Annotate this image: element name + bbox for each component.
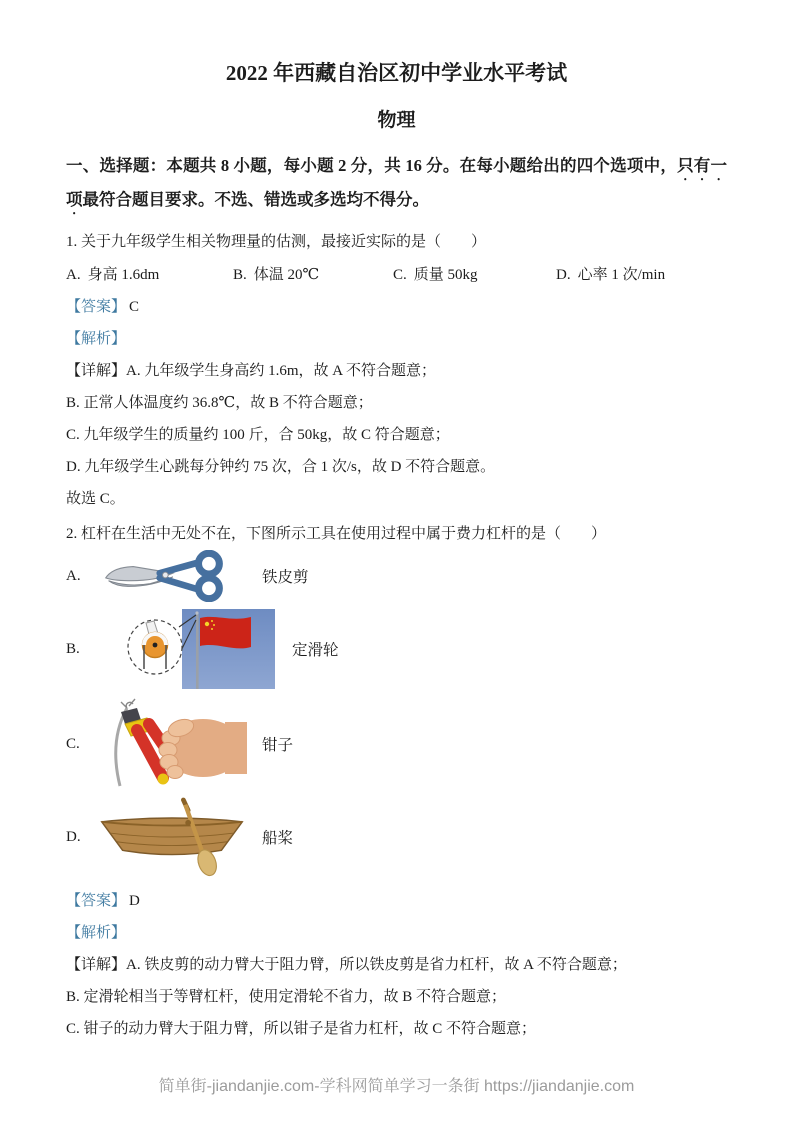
q2-option-c-caption: 钳子 [262, 737, 294, 754]
fixed-pulley-image [126, 607, 278, 691]
q1-option-a-label: A. [66, 267, 81, 283]
q2-option-a [66, 550, 727, 602]
q1-option-d-label: D. [556, 267, 571, 283]
q2-analysis-tag: 【解析】 [66, 925, 127, 941]
q1-option-b-text: 体温 20℃ [253, 267, 320, 283]
pliers-icon [97, 696, 247, 792]
fixed-pulley-icon [127, 607, 277, 691]
q1-analysis-tag: 【解析】 [66, 331, 127, 347]
q1-option-c-label: C. [393, 267, 407, 283]
q1-option-c-text: 质量 50kg [413, 267, 478, 283]
q1-detail-b: B. 正常人体温度约 36.8℃，故 B 不符合题意； [66, 395, 373, 411]
q1-option-a [66, 265, 233, 286]
q1-option-d [556, 265, 665, 286]
q2-option-a-label: A. [66, 567, 81, 584]
q1-options-row [66, 265, 727, 286]
q1-answer-line [66, 297, 727, 318]
q1-conclusion: 故选 C。 [66, 491, 125, 507]
q2-option-c [66, 696, 727, 792]
q1-option-c [393, 265, 556, 286]
q2-stem: 2. 杠杆在生活中无处不在，下图所示工具在使用过程中属于费力杠杆的是（ ） [66, 526, 607, 542]
section-header-emphasized: 只有一项 [66, 156, 728, 209]
q1-option-b-label: B. [233, 267, 247, 283]
q2-option-d [66, 797, 727, 877]
q2-option-d-caption: 船桨 [262, 830, 294, 847]
q1-option-d-text: 心率 1 次/min [577, 267, 666, 283]
q2-answer-line [66, 891, 727, 912]
footer-watermark: 简单街-jiandanjie.com-学科网简单学习一条街 https://jiandanjie.com [158, 1078, 635, 1095]
q1-detail-d: D. 九年级学生心跳每分钟约 75 次，合 1 次/s，故 D 不符合题意。 [66, 459, 496, 475]
q2-option-a-caption: 铁皮剪 [262, 569, 309, 586]
q1-detail-a: 【详解】A. 九年级学生身高约 1.6m，故 A 不符合题意； [66, 363, 437, 379]
tin-snips-icon [101, 550, 243, 602]
q1-answer-value: C [129, 299, 140, 315]
section-header-suffix: 最符合题目要求。不选、错选或多选均不得分。 [82, 190, 429, 209]
q2-detail-b: B. 定滑轮相当于等臂杠杆，使用定滑轮不省力，故 B 不符合题意； [66, 989, 507, 1005]
q2-option-b-caption: 定滑轮 [292, 642, 339, 659]
q2-answer-value: D [129, 893, 140, 909]
page-title: 2022 年西藏自治区初中学业水平考试 [225, 61, 568, 85]
q2-detail-c: C. 钳子的动力臂大于阻力臂，所以钳子是省力杠杆，故 C 不符合题意； [66, 1021, 537, 1037]
q1-stem: 1. 关于九年级学生相关物理量的估测，最接近实际的是（ ） [66, 234, 487, 250]
page-content [0, 58, 793, 1040]
q2-option-b-label: B. [66, 640, 80, 657]
section-header [66, 150, 727, 218]
flag [200, 617, 251, 649]
q1-detail-c: C. 九年级学生的质量约 100 斤，合 50kg，故 C 符合题意； [66, 427, 450, 443]
q1-option-a-text: 身高 1.6dm [87, 267, 160, 283]
tin-snips-image [96, 550, 248, 602]
pliers-image [96, 696, 248, 792]
boat-oar-icon [96, 797, 248, 877]
q1-option-b [233, 265, 393, 286]
q2-answer-tag: 【答案】 [66, 893, 127, 909]
boat-oar-image [96, 797, 248, 877]
q1-answer-tag: 【答案】 [66, 299, 127, 315]
section-header-prefix: 一、选择题：本题共 8 小题，每小题 2 分，共 16 分。在每小题给出的四个选项中， [66, 156, 678, 175]
q2-option-c-label: C. [66, 735, 80, 752]
q2-detail-a: 【详解】A. 铁皮剪的动力臂大于阻力臂，所以铁皮剪是省力杠杆，故 A 不符合题意； [66, 957, 627, 973]
q2-option-d-label: D. [66, 828, 81, 845]
subject-title: 物理 [377, 110, 416, 131]
q2-option-b [66, 607, 727, 691]
